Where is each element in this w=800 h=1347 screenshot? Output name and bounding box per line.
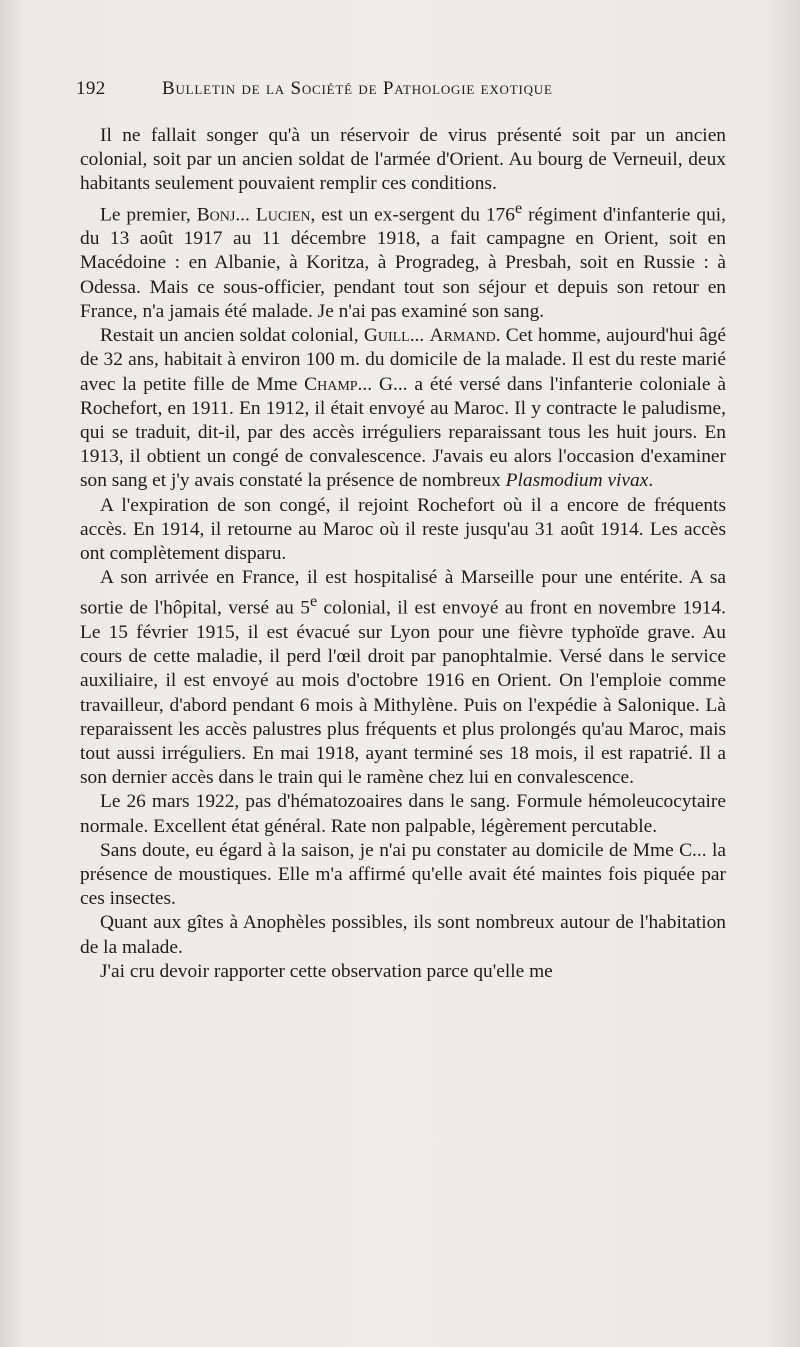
paragraph: Sans doute, eu égard à la saison, je n'ai pu constater au domicile de Mme C... la présence de moustiques. Elle m'a affirmé qu'elle avait été maintes fois piquée par ces insectes. xyxy=(80,839,726,910)
species-name: Plasmodium vivax xyxy=(505,470,649,492)
person-name: Guill... xyxy=(363,325,425,347)
paragraph: A son arrivée en France, il est hospitalisé à Marseille pour une entérite. A sa sortie de l'hôpital, versé au 5e colonial, il est envoyé au front en novembre 1914. Le 15 février 1915, il est évacué sur Lyon pour une fièvre typhoïde grave. Au cours de cette maladie, il perd l'œil droit par panophtalmie. Versé dans le service auxiliaire, il est envoyé au mois d'octobre 1916 en Orient. On l'emploie comme travailleur, d'abord pendant 6 mois à Mithylène. Puis on l'expédie à Salonique. Là reparaissent les accès palustres plus fréquents et plus prolongés qu'au Maroc, mais tout aussi irréguliers. En mai 1918, ayant terminé ses 18 mois, il est rapatrié. Il a son dernier accès dans le train qui le ramène chez lui en convalescence. xyxy=(80,567,726,789)
page-number: 192 xyxy=(76,78,106,99)
paragraph: Restait un ancien soldat colonial, Guill... Armand. Cet homme, aujourd'hui âgé de 32 ans, habitait à environ 100 m. du domicile de la malade. Il est du reste marié avec la petite fille de Mme Champ... G... a été versé dans l'infanterie coloniale à Rochefort, en 1911. En 1912, il était envoyé au Maroc. Il y contracte le paludisme, qui se traduit, dit-il, par des accès irréguliers reparaissant tous les huit jours. En 1913, il obtient un congé de convalescence. J'avais eu alors l'occasion d'examiner son sang et j'y avais constaté la présence de nombreux Plasmodium vivax. xyxy=(80,325,726,492)
person-name: Bonj... xyxy=(196,204,250,226)
paragraph: Il ne fallait songer qu'à un réservoir de virus présenté soit par un ancien colonial, soit par un ancien soldat de l'armée d'Orient. Au bourg de Verneuil, deux habitants seulement pouvaient remplir ces conditions. xyxy=(80,125,726,195)
person-name: Champ... xyxy=(304,373,373,395)
person-name: Armand xyxy=(429,325,496,347)
paragraph: J'ai cru devoir rapporter cette observation parce qu'elle me xyxy=(100,960,553,982)
paragraph: Le premier, Bonj... Lucien, est un ex-sergent du 176e régiment d'infanterie qui, du 13 août 1917 au 11 décembre 1918, a fait campagne en Orient, soit en Macédoine : en Albanie, à Koritza, à Progradeg, à Presbah, soit en Russie : à Odessa. Mais ce sous-officier, pendant tout son séjour et depuis son retour en France, n'a jamais été malade. Je n'ai pas examiné son sang. xyxy=(80,199,726,322)
paragraph: Quant aux gîtes à Anophèles possibles, ils sont nombreux autour de l'habitation de la malade. xyxy=(80,912,726,958)
body-text xyxy=(80,124,726,984)
paragraph: Le 26 mars 1922, pas d'hématozoaires dans le sang. Formule hémoleucocytaire normale. Excellent état général. Rate non palpable, légèrement percutable. xyxy=(80,791,726,837)
person-name: Lucien xyxy=(255,204,311,226)
paragraph: A l'expiration de son congé, il rejoint Rochefort où il a encore de fréquents accès. En 1914, il retourne au Maroc où il reste jusqu'au 31 août 1914. Les accès ont complètement disparu. xyxy=(80,494,726,564)
running-title: Bulletin de la Société de Pathologie exotique xyxy=(162,78,553,99)
